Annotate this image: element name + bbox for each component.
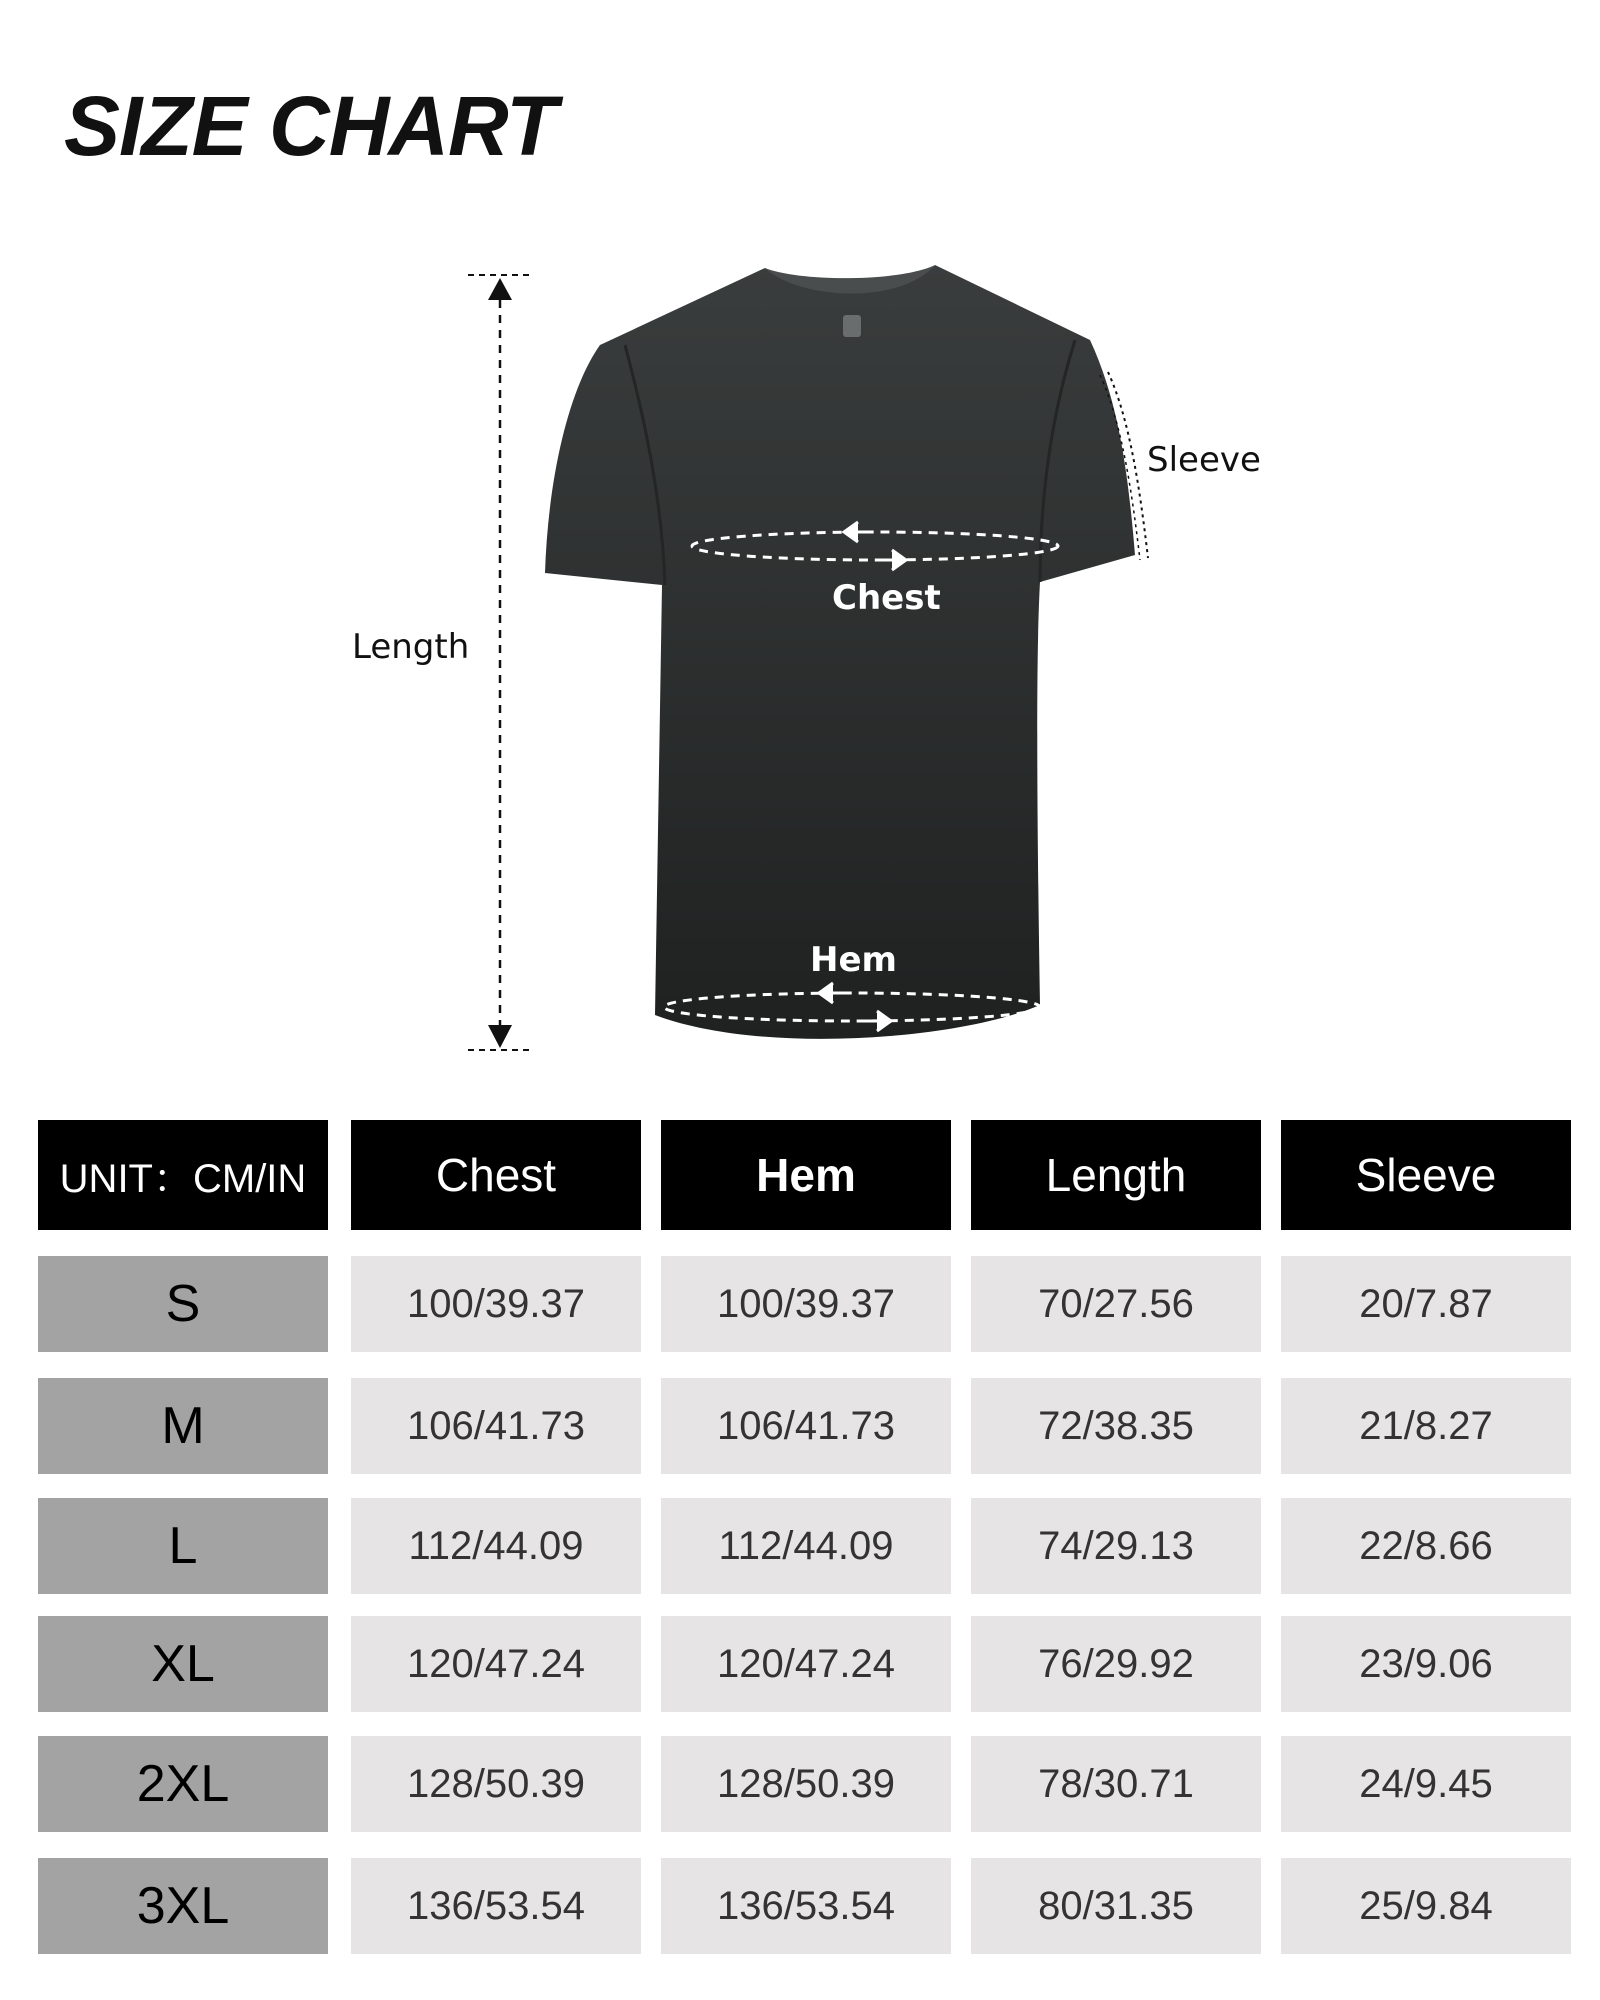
hem-label: Hem xyxy=(810,940,897,980)
header-unit: UNIT：CM/IN xyxy=(38,1120,328,1230)
chest-cell: 128/50.39 xyxy=(351,1736,641,1832)
logo-tag xyxy=(843,315,861,337)
hem-cell: 112/44.09 xyxy=(661,1498,951,1594)
length-cell: 80/31.35 xyxy=(971,1858,1261,1954)
length-cell: 72/38.35 xyxy=(971,1378,1261,1474)
sleeve-cell: 21/8.27 xyxy=(1281,1378,1571,1474)
hem-cell: 100/39.37 xyxy=(661,1256,951,1352)
hem-cell: 128/50.39 xyxy=(661,1736,951,1832)
header-chest: Chest xyxy=(351,1120,641,1230)
chest-cell: 106/41.73 xyxy=(351,1378,641,1474)
sleeve-label: Sleeve xyxy=(1147,440,1261,480)
length-cell: 78/30.71 xyxy=(971,1736,1261,1832)
chest-cell: 100/39.37 xyxy=(351,1256,641,1352)
size-cell: S xyxy=(38,1256,328,1352)
header-sleeve: Sleeve xyxy=(1281,1120,1571,1230)
sleeve-cell: 22/8.66 xyxy=(1281,1498,1571,1594)
length-cell: 74/29.13 xyxy=(971,1498,1261,1594)
hem-cell: 120/47.24 xyxy=(661,1616,951,1712)
hem-cell: 106/41.73 xyxy=(661,1378,951,1474)
size-cell: 3XL xyxy=(38,1858,328,1954)
chest-label: Chest xyxy=(832,578,941,618)
header-hem: Hem xyxy=(661,1120,951,1230)
page-title: SIZE CHART xyxy=(64,79,557,173)
length-cell: 76/29.92 xyxy=(971,1616,1261,1712)
sleeve-cell: 20/7.87 xyxy=(1281,1256,1571,1352)
size-cell: 2XL xyxy=(38,1736,328,1832)
hem-cell: 136/53.54 xyxy=(661,1858,951,1954)
sleeve-cell: 23/9.06 xyxy=(1281,1616,1571,1712)
chest-cell: 112/44.09 xyxy=(351,1498,641,1594)
chest-cell: 136/53.54 xyxy=(351,1858,641,1954)
length-measure-line xyxy=(468,275,532,1050)
header-length: Length xyxy=(971,1120,1261,1230)
size-cell: L xyxy=(38,1498,328,1594)
sleeve-cell: 25/9.84 xyxy=(1281,1858,1571,1954)
sleeve-cell: 24/9.45 xyxy=(1281,1736,1571,1832)
length-cell: 70/27.56 xyxy=(971,1256,1261,1352)
size-cell: XL xyxy=(38,1616,328,1712)
length-label: Length xyxy=(352,627,470,667)
chest-cell: 120/47.24 xyxy=(351,1616,641,1712)
size-cell: M xyxy=(38,1378,328,1474)
